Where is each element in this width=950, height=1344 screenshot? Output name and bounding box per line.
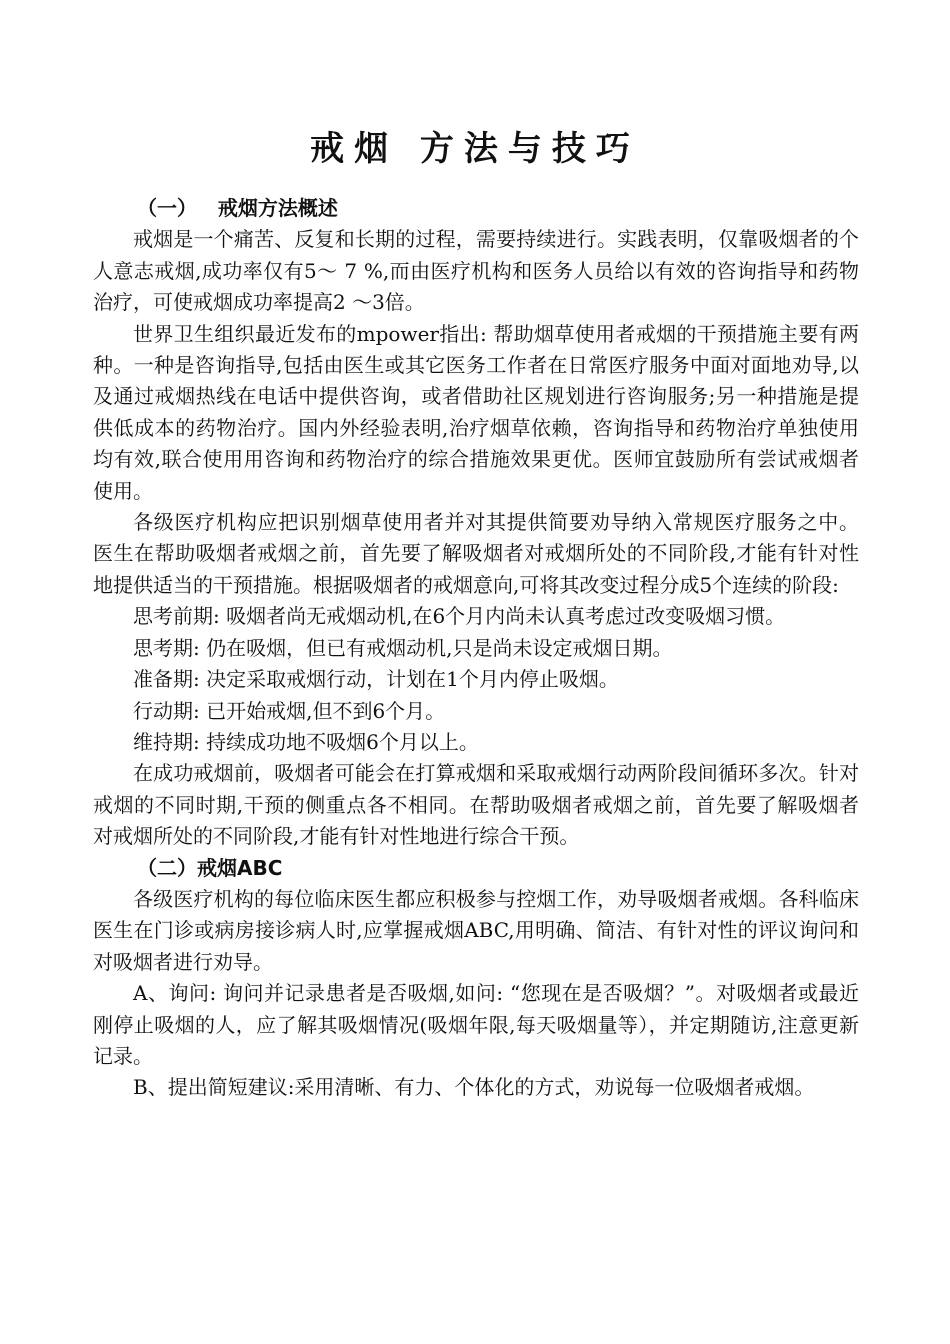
section-heading-overview: （一） 戒烟方法概述 <box>137 196 338 220</box>
paragraph: A、询问: 询问并记录患者是否吸烟,如问: “您现在是否吸烟？”。对吸烟者或最近刚停止吸烟的人，应了解其吸烟情况(吸烟年限,每天吸烟量等），并定期随访,注意更新记录。 <box>93 981 859 1068</box>
paragraph: 各级医疗机构的每位临床医生都应积极参与控烟工作，劝导吸烟者戒烟。各科临床医生在门诊或病房接诊病人时,应掌握戒烟ABC,用明确、简洁、有针对性的评议询问和对吸烟者进行劝导。 <box>93 886 859 974</box>
paragraph: 世界卫生组织最近发布的mpower指出: 帮助烟草使用者戒烟的干预措施主要有两种。一种是咨询指导,包括由医生或其它医务工作者在日常医疗服务中面对面地劝导,以及通过戒烟热线在电话中提供咨询，或者借助社区规划进行咨询服务;另一种措施是提供低成本的药物治疗。国内外经验表明,治疗烟草依赖，咨询指导和药物治疗单独使用均有效,联合使用用咨询和药物治疗的综合措施效果更优。医师宜鼓励所有尝试戒烟者使用。 <box>93 321 859 503</box>
document-body <box>93 193 859 1104</box>
paragraph: 在成功戒烟前，吸烟者可能会在打算戒烟和采取戒烟行动两阶段间循环多次。针对戒烟的不同时期,干预的侧重点各不相同。在帮助吸烟者戒烟之前，首先要了解吸烟者对戒烟所处的不同阶段,才能有针对性地进行综合干预。 <box>93 761 859 849</box>
paragraph: B、提出简短建议:采用清晰、有力、个体化的方式，劝说每一位吸烟者戒烟。 <box>133 1075 815 1100</box>
section-heading-abc: （二）戒烟ABC <box>137 855 283 880</box>
document-title: 戒烟 方法与技巧 <box>310 128 640 169</box>
stage-item: 思考期: 仍在吸烟，但已有戒烟动机,只是尚未设定戒烟日期。 <box>133 635 673 660</box>
paragraph: 戒烟是一个痛苦、反复和长期的过程，需要持续进行。实践表明，仅靠吸烟者的个人意志戒烟,成功率仅有5～ 7 %,而由医疗机构和医务人员给以有效的咨询指导和药物治疗，可使戒烟成功率提高2 ～3倍。 <box>93 227 859 315</box>
stage-item: 行动期: 已开始戒烟,但不到6个月。 <box>133 698 446 723</box>
paragraph: 各级医疗机构应把识别烟草使用者并对其提供简要劝导纳入常规医疗服务之中。 医生在帮助吸烟者戒烟之前，首先要了解吸烟者对戒烟所处的不同阶段,才能有针对性地提供适当的干预措施。根据吸烟者的戒烟意向,可将其改变过程分成5个连续的阶段: <box>93 510 859 597</box>
stage-item: 思考前期: 吸烟者尚无戒烟动机,在6个月内尚未认真考虑过改变吸烟习惯。 <box>133 604 786 629</box>
stage-item: 维持期: 持续成功地不吸烟6个月以上。 <box>133 729 479 754</box>
stage-item: 准备期: 决定采取戒烟行动，计划在1个月内停止吸烟。 <box>133 667 619 692</box>
